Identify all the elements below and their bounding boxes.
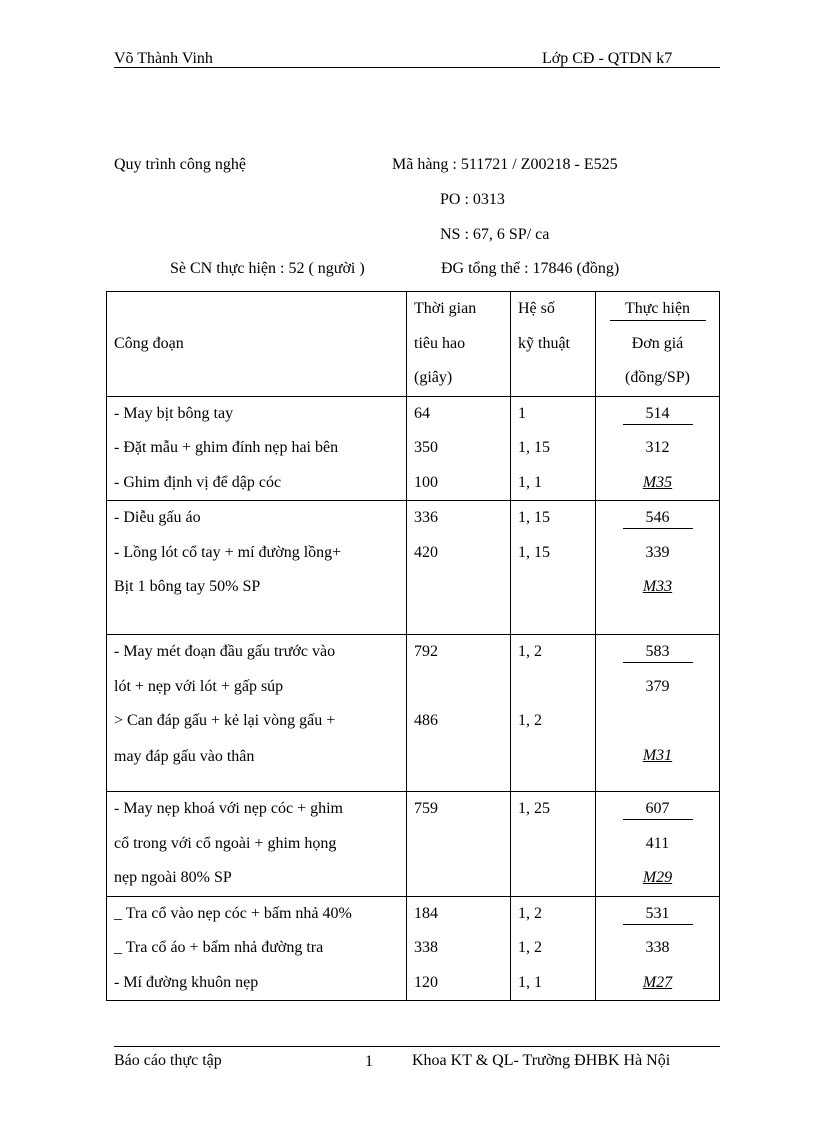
total-value: 514 (623, 404, 693, 425)
coef-value: 1, 25 (518, 800, 550, 817)
header-price-2: (đồng/SP) (625, 369, 690, 386)
header-coef-cell (511, 292, 596, 397)
machine-code: M31 (642, 746, 673, 764)
stage-cell (107, 501, 407, 635)
coef-value: 1, 2 (518, 643, 542, 660)
time-value: 336 (414, 509, 438, 526)
header-price-1: Đơn giá (631, 334, 684, 352)
total-value: 583 (623, 642, 693, 663)
time-value: 338 (414, 939, 438, 956)
stage-line: Bịt 1 bông tay 50% SP (114, 578, 261, 595)
total-value: 607 (623, 799, 693, 820)
time-value: 350 (414, 439, 438, 456)
stage-line: - Diễu gấu áo (114, 509, 201, 526)
coef-value: 1, 1 (518, 973, 542, 991)
header-stage-cell (107, 292, 407, 397)
footer-report-title: Báo cáo thực tập (114, 1052, 222, 1069)
stage-line: - May bịt bông tay (114, 404, 234, 422)
stage-cell (107, 792, 407, 897)
price-value: 339 (645, 543, 670, 561)
time-value: 184 (414, 904, 438, 922)
price-cell (596, 635, 720, 792)
stage-line: may đáp gấu vào thân (114, 748, 255, 765)
header-coef-1: Hệ số (518, 300, 555, 317)
time-value: 100 (414, 473, 438, 491)
stage-line: - Mí đường khuôn nẹp (114, 973, 259, 991)
coef-value: 1 (518, 404, 526, 422)
stage-line: - May nẹp khoá với nẹp cóc + ghim (114, 800, 343, 817)
machine-code: M35 (642, 473, 673, 491)
time-value: 792 (414, 643, 438, 660)
time-value: 420 (414, 543, 438, 561)
stage-line: - Lồng lót cổ tay + mí đường lồng+ (114, 543, 342, 561)
price-value: 338 (645, 939, 670, 956)
header-rule (114, 67, 720, 68)
header-stage: Công đoạn (114, 334, 184, 352)
time-value: 759 (414, 800, 438, 817)
time-cell (407, 792, 511, 897)
header-time-1: Thời gian (414, 300, 477, 317)
time-cell (407, 396, 511, 501)
header-coef-2: kỹ thuật (518, 334, 570, 352)
machine-code: M27 (642, 973, 673, 991)
po-number: PO : 0313 (440, 191, 505, 208)
table-row (107, 896, 720, 1001)
stage-cell (107, 896, 407, 1001)
table-row (107, 396, 720, 501)
stage-line: lót + nẹp với lót + gấp súp (114, 677, 284, 695)
price-cell (596, 396, 720, 501)
header-time-3: (giây) (414, 369, 453, 386)
table-row (107, 635, 720, 792)
machine-code: M29 (642, 869, 673, 886)
coef-value: 1, 15 (518, 509, 550, 526)
total-value: 531 (623, 904, 693, 925)
coef-cell (511, 396, 596, 501)
worker-count: Sè CN thực hiện : 52 ( người ) (170, 260, 365, 277)
coef-cell (511, 792, 596, 897)
stage-cell (107, 396, 407, 501)
footer-rule (114, 1046, 720, 1047)
price-cell (596, 792, 720, 897)
price-value: 312 (645, 439, 670, 456)
time-cell (407, 501, 511, 635)
total-value: 546 (623, 508, 693, 529)
time-value: 120 (414, 973, 438, 991)
stage-line: _ Tra cổ vào nẹp cóc + bấm nhả 40% (114, 904, 352, 922)
table-row (107, 792, 720, 897)
footer-faculty: Khoa KT & QL- Trường ĐHBK Hà Nội (412, 1052, 671, 1069)
price-cell (596, 896, 720, 1001)
stage-line: _ Tra cổ áo + bấm nhả đường tra (114, 939, 324, 956)
stage-cell (107, 635, 407, 792)
price-value: 379 (645, 677, 670, 695)
table-header-row (107, 292, 720, 397)
time-value: 486 (414, 712, 438, 729)
coef-value: 1, 2 (518, 939, 542, 956)
coef-cell (511, 635, 596, 792)
item-code: Mã hàng : 511721 / Z00218 - E525 (392, 156, 618, 173)
stage-line: - Ghim định vị để dập cóc (114, 473, 282, 491)
header-author: Võ Thành Vinh (114, 50, 213, 67)
coef-value: 1, 1 (518, 473, 542, 491)
header-impl: Thực hiện (610, 298, 706, 321)
header-time-cell (407, 292, 511, 397)
coef-value: 1, 2 (518, 904, 542, 922)
coef-value: 1, 2 (518, 712, 542, 729)
total-unit-price: ĐG tổng thể : 17846 (đồng) (441, 260, 620, 277)
coef-cell (511, 896, 596, 1001)
header-impl-cell (596, 292, 720, 397)
time-cell (407, 635, 511, 792)
time-value: 64 (414, 404, 430, 422)
stage-line: - Đặt mẫu + ghim đính nẹp hai bên (114, 439, 339, 456)
productivity: NS : 67, 6 SP/ ca (440, 226, 550, 243)
stage-line: cổ trong với cổ ngoài + ghim họng (114, 834, 337, 852)
header-class: Lớp CĐ - QTDN k7 (542, 50, 673, 67)
process-label: Quy trình công nghệ (114, 156, 246, 173)
price-cell (596, 501, 720, 635)
stage-line: > Can đáp gấu + kẻ lại vòng gấu + (114, 712, 336, 729)
page-number: 1 (365, 1053, 373, 1070)
header-time-2: tiêu hao (414, 334, 466, 352)
coef-value: 1, 15 (518, 543, 550, 561)
machine-code: M33 (642, 578, 673, 595)
price-value: 411 (645, 834, 670, 852)
time-cell (407, 896, 511, 1001)
table-row (107, 501, 720, 635)
coef-cell (511, 501, 596, 635)
stage-line: nẹp ngoài 80% SP (114, 869, 232, 886)
coef-value: 1, 15 (518, 439, 550, 456)
stage-line: - May mét đoạn đầu gấu trước vào (114, 643, 336, 660)
process-table (106, 291, 720, 1001)
